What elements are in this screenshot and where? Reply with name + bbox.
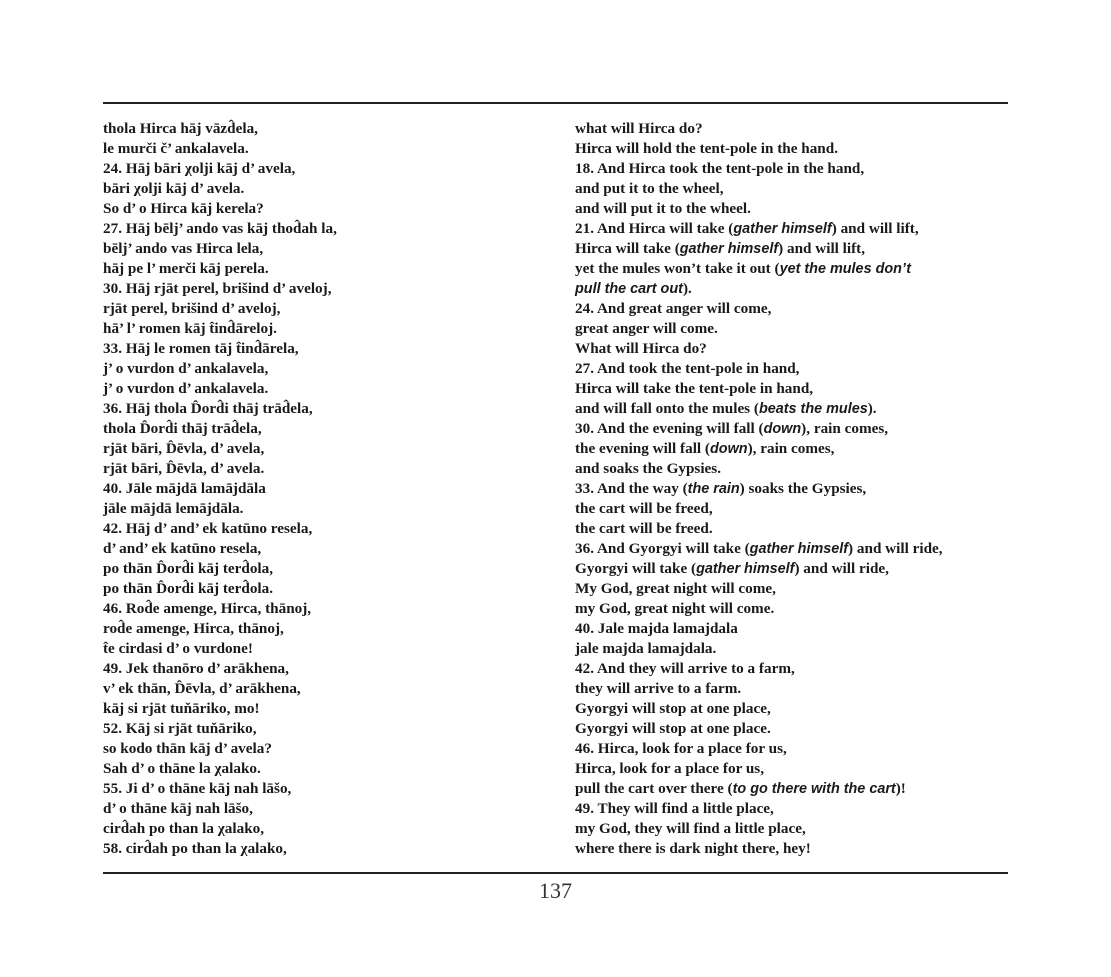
verse-text: 40. Jale majda lamajdala	[575, 620, 738, 637]
bottom-rule	[103, 872, 1008, 874]
verse-line	[575, 159, 943, 179]
verse-line	[103, 699, 337, 719]
verse-line	[575, 819, 943, 839]
verse-line	[575, 719, 943, 739]
verse-line	[575, 659, 943, 679]
verse-text: jāle mājdā lemājdāla.	[103, 500, 244, 517]
verse-text: v’ ek thān, D̂ēvla, d’ arākhena,	[103, 680, 301, 697]
verse-text: where there is dark night there, hey!	[575, 840, 811, 857]
verse-line	[575, 379, 943, 399]
verse-line	[103, 679, 337, 699]
verse-text: ), rain comes,	[801, 420, 889, 437]
verse-text: cird̂ah po than la χalako,	[103, 820, 265, 837]
verse-text: Hirca will take the tent-pole in hand,	[575, 380, 814, 397]
verse-line	[103, 419, 337, 439]
verse-text: 42. Hāj d’ and’ ek katūno resela,	[103, 520, 313, 537]
verse-line	[575, 339, 943, 359]
verse-gloss: gather himself	[749, 541, 849, 557]
verse-text: rjāt bāri, D̂ēvla, d’ avela,	[103, 440, 265, 457]
verse-text: rjāt bāri, D̂ēvla, d’ avela.	[103, 460, 265, 477]
verse-text: ).	[867, 400, 877, 417]
verse-line	[103, 139, 337, 159]
verse-line	[575, 599, 943, 619]
verse-line	[575, 519, 943, 539]
verse-line	[103, 299, 337, 319]
verse-line	[103, 659, 337, 679]
verse-gloss: yet the mules don’t	[779, 261, 911, 277]
verse-text: ).	[682, 280, 692, 297]
verse-text: my God, great night will come.	[575, 600, 775, 617]
verse-text: po thān D̂ord̂i kāj terd̂ola,	[103, 560, 274, 577]
verse-text: and will put it to the wheel.	[575, 200, 751, 217]
verse-text: what will Hirca do?	[575, 120, 703, 137]
verse-text: hāj pe l’ merči kāj perela.	[103, 260, 269, 277]
verse-text: 27. And took the tent-pole in hand,	[575, 360, 800, 377]
verse-gloss: gather himself	[733, 221, 832, 237]
verse-line	[575, 579, 943, 599]
verse-text: 49. They will find a little place,	[575, 800, 774, 817]
verse-line	[103, 499, 337, 519]
verse-line	[103, 239, 337, 259]
verse-text: d’ and’ ek katūno resela,	[103, 540, 262, 557]
verse-text: jale majda lamajdala.	[575, 640, 717, 657]
verse-line	[103, 619, 337, 639]
english-translation-column	[575, 119, 943, 859]
verse-line	[575, 839, 943, 859]
verse-line	[103, 799, 337, 819]
verse-gloss: beats the mules	[758, 401, 868, 417]
verse-text: 24. And great anger will come,	[575, 300, 772, 317]
verse-text: ) and will lift,	[831, 220, 919, 237]
verse-text: 49. Jek thanōro d’ arākhena,	[103, 660, 289, 677]
verse-line	[103, 159, 337, 179]
verse-text: j’ o vurdon d’ ankalavela.	[103, 380, 269, 397]
verse-line	[575, 479, 943, 499]
verse-line	[575, 799, 943, 819]
verse-text: thola D̂ord̂i thāj trād̂ela,	[103, 420, 262, 437]
verse-text: and soaks the Gypsies.	[575, 460, 722, 477]
verse-text: 58. cird̂ah po than la χalako,	[103, 840, 287, 857]
verse-line	[575, 299, 943, 319]
verse-gloss: gather himself	[696, 561, 795, 577]
verse-text: the evening will fall (	[575, 440, 710, 457]
verse-text: Gyorgyi will stop at one place.	[575, 720, 771, 737]
verse-line	[103, 839, 337, 859]
verse-line	[575, 279, 943, 299]
verse-line	[575, 139, 943, 159]
verse-line	[103, 439, 337, 459]
verse-text: my God, they will find a little place,	[575, 820, 806, 837]
verse-gloss: down	[710, 441, 748, 457]
verse-text: yet the mules won’t take it out (	[575, 260, 780, 277]
verse-line	[575, 619, 943, 639]
verse-line	[575, 459, 943, 479]
verse-text: 33. Hāj le romen tāj t̂ind̂ārela,	[103, 340, 299, 357]
top-rule	[103, 102, 1008, 104]
verse-line	[575, 639, 943, 659]
verse-line	[103, 739, 337, 759]
verse-text: Hirca, look for a place for us,	[575, 760, 764, 777]
verse-text: bēlj’ ando vas Hirca lela,	[103, 240, 264, 257]
verse-line	[575, 499, 943, 519]
verse-text: 42. And they will arrive to a farm,	[575, 660, 795, 677]
verse-text: d’ o thāne kāj nah lāšo,	[103, 800, 253, 817]
verse-text: so kodo thān kāj d’ avela?	[103, 740, 272, 757]
verse-line	[103, 379, 337, 399]
verse-line	[575, 359, 943, 379]
verse-text: ) and will ride,	[848, 540, 943, 557]
verse-text: 21. And Hirca will take (	[575, 220, 734, 237]
verse-text: and will fall onto the mules (	[575, 400, 759, 417]
verse-line	[103, 559, 337, 579]
verse-text: 46. Rod̂e amenge, Hirca, thānoj,	[103, 600, 312, 617]
verse-text: t̂e cirdasi d’ o vurdone!	[103, 640, 253, 657]
verse-line	[575, 319, 943, 339]
verse-text: So d’ o Hirca kāj kerela?	[103, 200, 264, 217]
verse-line	[103, 119, 337, 139]
verse-text: 46. Hirca, look for a place for us,	[575, 740, 787, 757]
verse-text: and put it to the wheel,	[575, 180, 724, 197]
verse-gloss: to go there with the cart	[732, 781, 896, 797]
verse-text: 18. And Hirca took the tent-pole in the hand,	[575, 160, 865, 177]
verse-text: Hirca will take (	[575, 240, 680, 257]
verse-line	[103, 779, 337, 799]
verse-line	[103, 639, 337, 659]
verse-line	[103, 199, 337, 219]
verse-line	[575, 239, 943, 259]
verse-line	[103, 519, 337, 539]
verse-line	[103, 539, 337, 559]
verse-line	[575, 259, 943, 279]
verse-line	[575, 119, 943, 139]
verse-text: 24. Hāj bāri χolji kāj d’ avela,	[103, 160, 296, 177]
verse-text: great anger will come.	[575, 320, 718, 337]
verse-text: 27. Hāj bēlj’ ando vas kāj thod̂ah la,	[103, 220, 337, 237]
verse-text: 40. Jāle mājdā lamājdāla	[103, 480, 266, 497]
verse-text: 55. Ji d’ o thāne kāj nah lāšo,	[103, 780, 292, 797]
verse-line	[575, 679, 943, 699]
verse-line	[575, 219, 943, 239]
verse-text: rjāt perel, brišind d’ aveloj,	[103, 300, 281, 317]
verse-text: )!	[895, 780, 906, 797]
verse-gloss: down	[763, 421, 802, 437]
verse-line	[103, 359, 337, 379]
verse-text: 36. And Gyorgyi will take (	[575, 540, 750, 557]
verse-line	[103, 759, 337, 779]
verse-line	[103, 719, 337, 739]
verse-text: the cart will be freed.	[575, 520, 713, 537]
verse-text: the cart will be freed,	[575, 500, 713, 517]
verse-text: ), rain comes,	[747, 440, 835, 457]
verse-text: Gyorgyi will take (	[575, 560, 697, 577]
verse-line	[103, 819, 337, 839]
verse-text: My God, great night will come,	[575, 580, 776, 597]
verse-line	[575, 699, 943, 719]
verse-text: thola Hirca hāj vāzd̂ela,	[103, 120, 258, 137]
verse-text: 36. Hāj thola D̂ord̂i thāj trād̂ela,	[103, 400, 313, 417]
verse-line	[103, 279, 337, 299]
verse-line	[575, 199, 943, 219]
verse-line	[103, 179, 337, 199]
verse-text: 30. And the evening will fall (	[575, 420, 764, 437]
verse-line	[575, 419, 943, 439]
verse-gloss: the rain	[687, 481, 740, 497]
verse-line	[575, 739, 943, 759]
verse-line	[575, 179, 943, 199]
verse-text: le murči č’ ankalavela.	[103, 140, 249, 157]
verse-line	[103, 459, 337, 479]
verse-text: 30. Hāj rjāt perel, brišind d’ aveloj,	[103, 280, 332, 297]
verse-text: rod̂e amenge, Hirca, thānoj,	[103, 620, 284, 637]
verse-line	[575, 539, 943, 559]
verse-text: 33. And the way (	[575, 480, 688, 497]
verse-text: ) and will ride,	[794, 560, 889, 577]
verse-line	[103, 479, 337, 499]
verse-text: Sah d’ o thāne la χalako.	[103, 760, 261, 777]
verse-text: Hirca will hold the tent-pole in the hand.	[575, 140, 838, 157]
verse-text: kāj si rjāt tuňāriko, mo!	[103, 700, 260, 717]
verse-line	[575, 439, 943, 459]
verse-text: pull the cart over there (	[575, 780, 733, 797]
verse-line	[103, 399, 337, 419]
verse-text: Gyorgyi will stop at one place,	[575, 700, 771, 717]
page-number: 137	[539, 878, 572, 903]
verse-text: What will Hirca do?	[575, 340, 707, 357]
verse-text: ) soaks the Gypsies,	[739, 480, 867, 497]
verse-text: po thān D̂ord̂i kāj terd̂ola.	[103, 580, 274, 597]
verse-line	[103, 579, 337, 599]
verse-text: j’ o vurdon d’ ankalavela,	[103, 360, 269, 377]
verse-text: hā’ l’ romen kāj t̂ind̂āreloj.	[103, 320, 277, 337]
verse-gloss: gather himself	[679, 241, 779, 257]
verse-line	[103, 599, 337, 619]
verse-line	[575, 779, 943, 799]
romani-text-column	[103, 119, 337, 859]
verse-line	[103, 259, 337, 279]
verse-line	[103, 219, 337, 239]
verse-line	[575, 399, 943, 419]
verse-text: they will arrive to a farm.	[575, 680, 742, 697]
verse-text: 52. Kāj si rjāt tuňāriko,	[103, 720, 257, 737]
verse-gloss: pull the cart out	[575, 281, 683, 297]
verse-text: bāri χolji kāj d’ avela.	[103, 180, 245, 197]
verse-line	[575, 759, 943, 779]
verse-line	[103, 339, 337, 359]
verse-text: ) and will lift,	[778, 240, 866, 257]
verse-line	[575, 559, 943, 579]
verse-line	[103, 319, 337, 339]
